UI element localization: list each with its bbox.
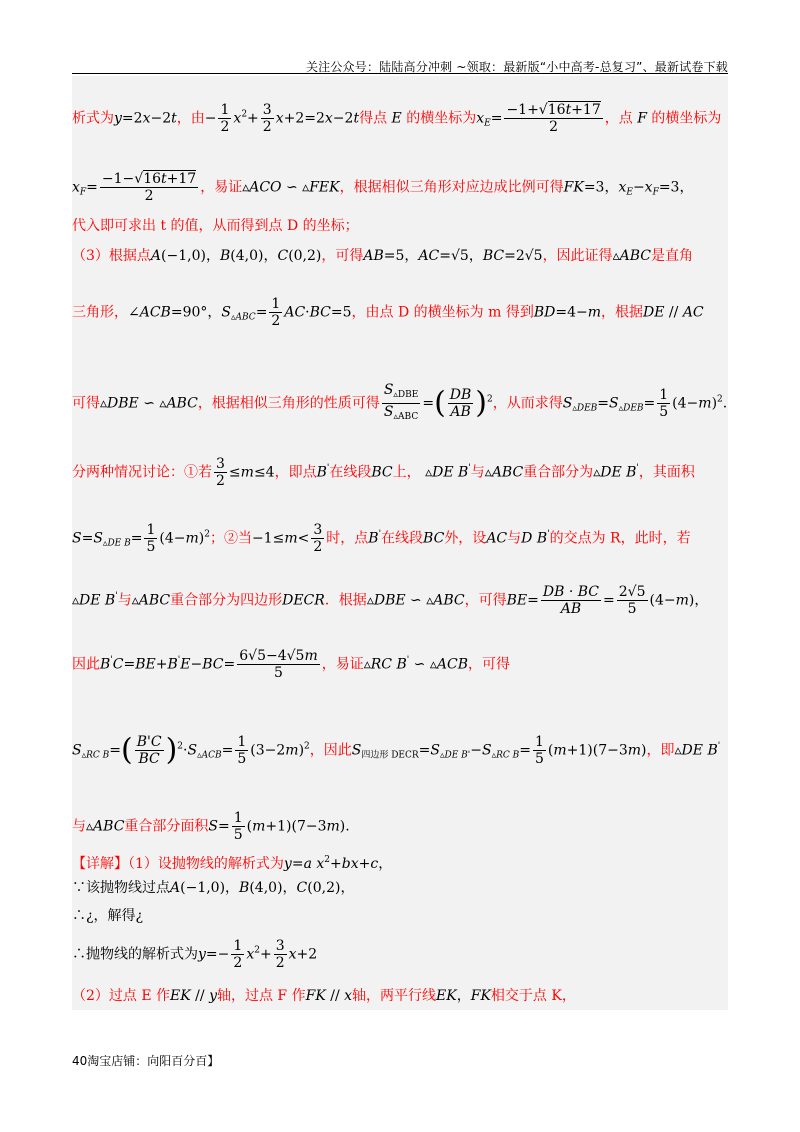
- text-line-1: 析式为y=2x−2t，由− $\frac{1}{2}$ $x^2+$ $\frac{3}{2}$ x+2=2x−2t得点 E 的横坐标为$x_E=$ $\frac{-1+√16t+17}{2}$ ，点 F 的横坐标为: [72, 102, 722, 135]
- page-header: 关注公众号：陆陆高分冲刺 ~领取：最新版“小中高考-总复习”、最新试卷下载: [305, 60, 728, 74]
- text-line-11: $S_{▵RC B}=$( $\frac{B'C}{BC}$ )$^2\cdot S_{▵ACB}=$ $\frac{1}{5}$ $(3-2m)^2$，因此$S_{四边形 DECR}=S_{▵DE B'}-S_{▵RC B}=$ $\frac{1}{5}$ (m+1)(7−3m)，即▵DE B': [72, 732, 721, 768]
- text-line-13: 【详解】（1）设抛物线的解析式为y=a $x^2+bx+c$，: [72, 855, 393, 872]
- text-line-2: $x_F=$ $\frac{-1-√16t+17}{2}$ ，易证▵ACO ∽ ▵FEK，根据相似三角形对应边成比例可得FK=3，$x_E-x_F=3$，: [72, 171, 694, 204]
- text-line-15: ∴¿，解得¿: [72, 908, 144, 924]
- page-footer: 40淘宝店铺：向阳百分百】: [72, 1054, 220, 1068]
- text-line-3: 代入即可求出 t 的值，从而得到点 D 的坐标；: [72, 218, 359, 234]
- header-rule: [72, 73, 728, 74]
- text-line-4: （3）根据点A(−1,0)，B(4,0)，C(0,2)，可得AB=5，AC=√5，BC=2√5，因此证得▵ABC是直角: [72, 248, 693, 264]
- text-line-7: 分两种情况讨论：①若 $\frac{3}{2}$ ≤m≤4，即点B'在线段BC上， ▵DE B'与▵ABC重合部分为▵DE B'，其面积: [72, 456, 695, 489]
- text-line-14: ∵该抛物线过点A(−1,0)，B(4,0)，C(0,2)，: [72, 880, 355, 896]
- text-line-12: 与▵ABC重合部分面积S= $\frac{1}{5}$ (m+1)(7−3m).: [72, 810, 350, 843]
- text-line-5: 三角形，∠ACB=90°，$S_{▵ABC}=$ $\frac{1}{2}$ AC·BC=5，由点 D 的横坐标为 m 得到BD=4−m，根据DE // AC: [72, 296, 704, 329]
- text-line-17: （2）过点 E 作EK // y轴，过点 F 作FK // x轴，两平行线EK，FK相交于点 K，: [72, 988, 576, 1004]
- solution-block: [72, 76, 728, 1010]
- text-line-8: $S=S_{▵DE B}=$ $\frac{1}{5}$ $(4-m)^2$；②当−1≤m< $\frac{3}{2}$ 时，点B'在线段BC外，设AC与D B'的交点为 R，此时，若: [72, 522, 691, 555]
- text-line-10: 因此B'C=BE+B'E−BC= $\frac{6√5-4√5m}{5}$ ，易证▵RC B' ∽ ▵ACB，可得: [72, 648, 511, 681]
- text-line-6: 可得▵DBE ∽ ▵ABC，根据相似三角形的性质可得 $\frac{S_{▵DBE}}{S_{▵ABC}}$ =( $\frac{DB}{AB}$ )$^2$，从而求得$S_{▵DEB}=S_{▵DEB}=$ $\frac{1}{5}$ $(4-m)^2$.: [72, 382, 728, 422]
- text-line-16: ∴抛物线的解析式为y=− $\frac{1}{2}$ $x^2+$ $\frac{3}{2}$ x+2: [72, 938, 318, 971]
- text-line-9: ▵DE B'与▵ABC重合部分为四边形DECR．根据▵DBE ∽ ▵ABC，可得BE= $\frac{DB \cdot BC}{AB}$ = $\frac{2√5}{5}$ (4−m)，: [72, 584, 709, 617]
